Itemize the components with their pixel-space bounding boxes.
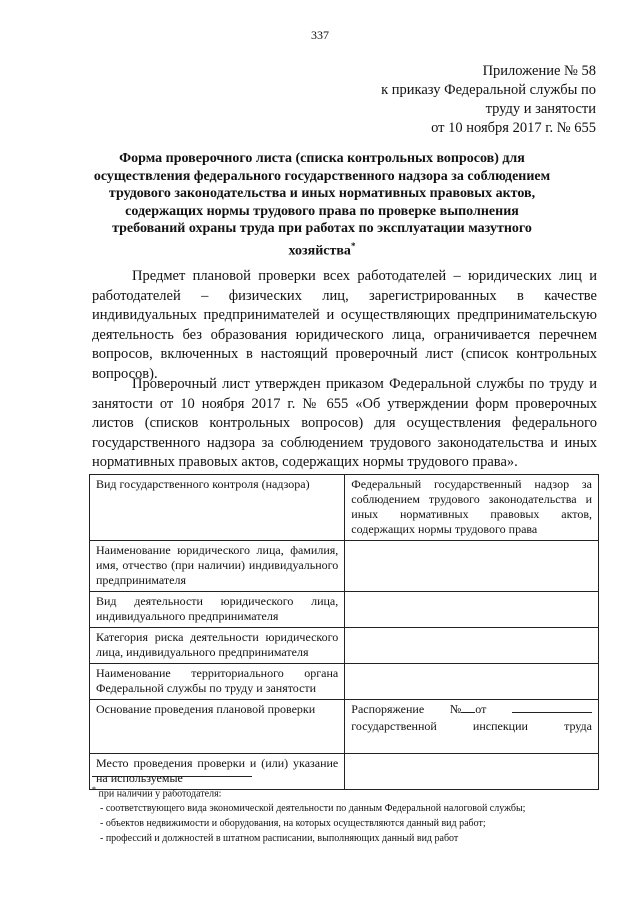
row-value-field[interactable] (345, 628, 599, 664)
appendix-line-4: от 10 ноября 2017 г. № 655 (431, 120, 596, 136)
row-label: Вид государственного контроля (надзора) (90, 475, 345, 541)
appendix-line-1: Приложение № 58 (482, 63, 596, 79)
row-value-field[interactable] (345, 592, 599, 628)
appendix-line-2: к приказу Федеральной службы по (381, 82, 596, 98)
footnote-mark: * (92, 785, 96, 794)
title-footnote-mark: * (350, 240, 356, 251)
footnote (92, 782, 612, 846)
row-label: Категория риска деятельности юридического лица, индивидуального предпринимателя (90, 628, 345, 664)
footnote-item: - соответствующего вида экономической деятельности по данным Федеральной налоговой службы; (100, 803, 526, 815)
footnote-intro: при наличии у работодателя: (98, 788, 222, 800)
row-label: Наименование территориального органа Федеральной службы по труду и занятости (90, 664, 345, 700)
paragraph-approval: Проверочный лист утвержден приказом Федеральной службы по труду и занятости от 10 ноября 2017 г. № 655 «Об утверждении форм проверочных листов (списков контрольных вопросов) для осуществления федерального государственного надзора за соблюдением трудового законодательства и иных нормативных правовых актов, содержащих нормы трудового права». (92, 376, 597, 470)
row-label: Основание проведения плановой проверки (90, 700, 345, 754)
appendix-header (296, 62, 596, 138)
row-value: Федеральный государственный надзор за соблюдением трудового законодательства и иных нормативных правовых актов, содержащих нормы трудового права (345, 475, 599, 541)
footnote-divider (92, 776, 252, 777)
order-agency-word-3: труда (564, 719, 592, 733)
order-date-blank[interactable] (512, 702, 592, 713)
page-number: 337 (311, 28, 329, 42)
table-row (90, 628, 599, 664)
document-title (92, 150, 552, 260)
order-number-sign: № (449, 702, 462, 716)
row-label: Вид деятельности юридического лица, индивидуального предпринимателя (90, 592, 345, 628)
footnote-item: - объектов недвижимости и оборудования, на которых осуществляются данный вид работ; (100, 818, 486, 830)
table-row (90, 700, 599, 754)
table-row (90, 541, 599, 592)
row-label: Место проведения проверки и (или) указание на используемые (90, 754, 345, 790)
paragraph-subject: Предмет плановой проверки всех работодателей – юридических лиц и работодателей – физических лиц, зарегистрированных в качестве индивидуальных предпринимателей и осуществляющих предпринимательскую деятельность без образования юридического лица, ограничивается перечнем вопросов, включенных в настоящий проверочный лист (список контрольных вопросов). (92, 268, 597, 382)
row-label: Наименование юридического лица, фамилия, имя, отчество (при наличии) индивидуального предпринимателя (90, 541, 345, 592)
title-text: Форма проверочного листа (списка контрольных вопросов) для осуществления федерального государственного надзора за соблюдением трудового законодательства и иных нормативных правовых актов, содержащих нормы трудового права по проверке выполнения требований охраны труда при работах по эксплуатации мазутного хозяйства (93, 151, 551, 259)
order-number-blank[interactable] (461, 702, 475, 713)
row-value-field[interactable] (345, 664, 599, 700)
order-agency-word-1: государственной (351, 719, 437, 733)
table-row (90, 664, 599, 700)
table-row (90, 592, 599, 628)
order-date-word: от (475, 702, 487, 716)
order-word: Распоряжение (351, 702, 425, 716)
order-agency-word-2: инспекции (472, 719, 528, 733)
row-value-field[interactable] (345, 541, 599, 592)
table-row (90, 475, 599, 541)
inspection-form-table (89, 474, 599, 790)
order-basis-field[interactable] (345, 700, 599, 754)
appendix-line-3: труду и занятости (485, 101, 596, 117)
footnote-item: - профессий и должностей в штатном расписании, выполняющих данный вид работ (100, 833, 459, 845)
